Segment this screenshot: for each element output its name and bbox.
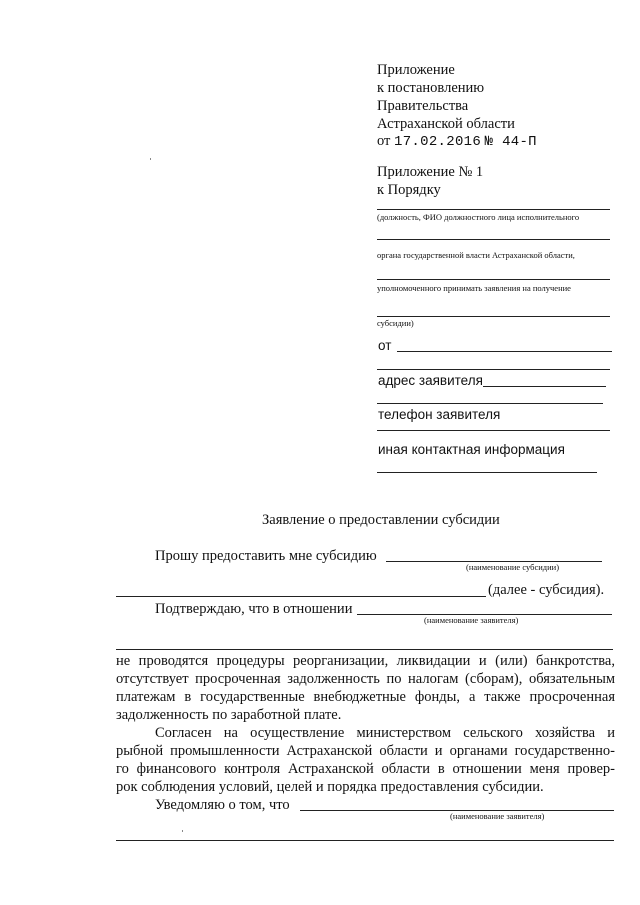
subsidy-name-field-2 (116, 596, 486, 597)
date-prefix: от (377, 133, 391, 149)
header-line-4: Астраханской области (377, 116, 515, 132)
appendix-to: к Порядку (377, 182, 441, 198)
paragraph-line: Согласен на осуществление министерством сельского хозяйства и (155, 725, 615, 741)
request-text: Прошу предоставить мне субсидию (155, 548, 377, 564)
addressee-line-4 (377, 316, 610, 317)
paragraph-line: рок соблюдения условий, целей и порядка предоставления субсидии. (116, 779, 544, 795)
notify-text: Уведомляю о том, что (155, 797, 290, 813)
paragraph-line: го финансового контроля Астраханской области в отношении меня провер- (116, 761, 615, 777)
hereinafter-text: (далее - субсидия). (488, 582, 605, 598)
paragraph-consent (116, 724, 615, 796)
addressee-caption-3: уполномоченного принимать заявления на получение (377, 283, 571, 293)
from-label: от (378, 338, 392, 353)
subsidy-name-caption: (наименование субсидии) (466, 562, 560, 572)
paragraph-line: не проводятся процедуры реорганизации, ликвидации и (или) банкротства, (116, 653, 615, 669)
paragraph-conditions (116, 652, 615, 724)
header-line-3: Правительства (377, 98, 469, 114)
from-field (397, 351, 612, 352)
addressee-line-3 (377, 279, 610, 280)
scan-speck (150, 158, 151, 160)
other-contact-label: иная контактная информация (378, 442, 565, 457)
phone-field (377, 430, 610, 431)
paragraph-line: задолженность по заработной плате. (116, 707, 342, 723)
header-line-1: Приложение (377, 62, 455, 78)
addressee-caption-4: субсидии) (377, 318, 414, 328)
paragraph-line: отсутствует просроченная задолженность по налогам (сборам), обязательным (116, 671, 615, 687)
addressee-line-1 (377, 209, 610, 210)
document-title: Заявление о предоставлении субсидии (262, 512, 500, 528)
applicant-name-field-2 (116, 649, 613, 650)
address-label: адрес заявителя (378, 373, 483, 388)
paragraph-line: платежам в государственные внебюджетные фонды, а также просроченная (116, 689, 615, 705)
decree-date: 17.02.2016 (394, 134, 482, 150)
notify-caption: (наименование заявителя) (450, 811, 545, 821)
phone-label: телефон заявителя (378, 407, 501, 422)
address-field-2 (377, 403, 603, 404)
header-line-2: к постановлению (377, 80, 485, 96)
notify-field-2 (116, 840, 614, 841)
scan-speck (182, 830, 183, 832)
address-field (483, 386, 606, 387)
decree-number: № 44-П (484, 134, 537, 150)
addressee-caption-1: (должность, ФИО должностного лица исполнительного (377, 212, 580, 222)
header-date-line (377, 132, 537, 151)
addressee-line-2 (377, 239, 610, 240)
paragraph-line: рыбной промышленности Астраханской области и органами государственно- (116, 743, 615, 759)
from-field-2 (377, 369, 610, 370)
addressee-caption-2: органа государственной власти Астраханской области, (377, 250, 575, 260)
appendix-title: Приложение № 1 (377, 164, 484, 180)
confirm-text: Подтверждаю, что в отношении (155, 601, 353, 617)
applicant-name-caption: (наименование заявителя) (424, 615, 519, 625)
other-contact-field (377, 472, 597, 473)
